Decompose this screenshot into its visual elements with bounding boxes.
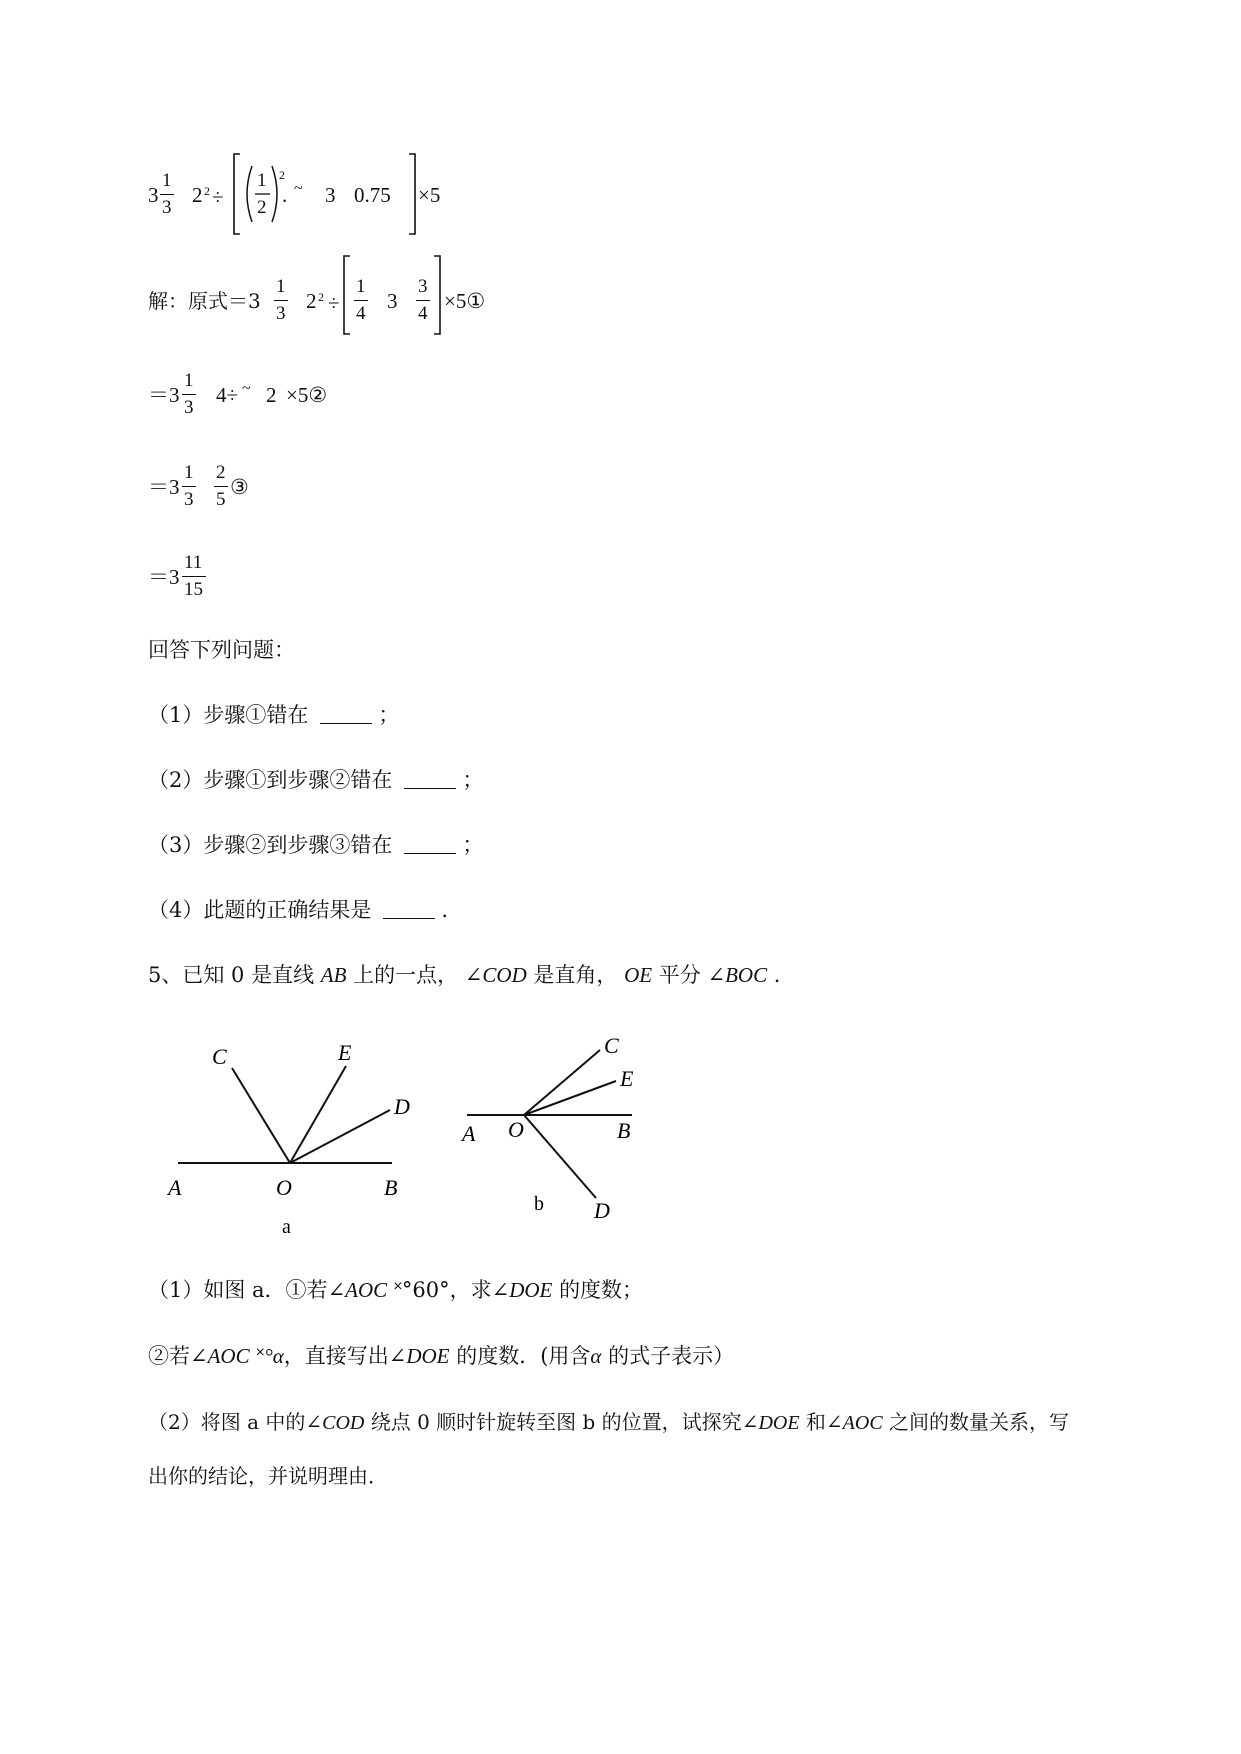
times-five-step2: ×5② bbox=[286, 383, 328, 407]
question-1: （1）步骤①错在 ； bbox=[148, 703, 400, 727]
numerator: 1 bbox=[184, 370, 194, 391]
divide-sign: ÷ bbox=[212, 185, 224, 209]
step3-mark: ③ bbox=[230, 475, 249, 499]
denominator-15: 15 bbox=[184, 579, 203, 600]
fraction-bar bbox=[416, 300, 430, 301]
question-2: （2）步骤①到步骤②错在 ； bbox=[148, 768, 484, 792]
answer-blank-4[interactable] bbox=[383, 898, 435, 919]
denominator-4b: 4 bbox=[418, 303, 428, 324]
decimal: 0.75 bbox=[354, 183, 391, 207]
three: 3 bbox=[387, 289, 398, 313]
solution-prefix: 解：原式＝3 bbox=[148, 289, 261, 313]
fraction-bar bbox=[182, 486, 196, 487]
numerator: 1 bbox=[184, 462, 194, 483]
figure-a bbox=[166, 1040, 410, 1238]
answer-blank-3[interactable] bbox=[404, 833, 456, 854]
angle-cod: ∠COD bbox=[305, 1412, 365, 1434]
exponent: 2 bbox=[204, 184, 210, 198]
label-e: E bbox=[620, 1066, 634, 1091]
denominator-half: 2 bbox=[257, 197, 267, 218]
label-d: D bbox=[594, 1198, 610, 1223]
caption-b: b bbox=[534, 1193, 544, 1215]
label-o: O bbox=[276, 1175, 292, 1200]
label-d: D bbox=[394, 1094, 410, 1119]
numerator-11: 11 bbox=[184, 552, 203, 573]
denominator-5: 5 bbox=[216, 489, 226, 510]
equals-three: ＝3 bbox=[148, 565, 180, 589]
angle-doe: ∠DOE bbox=[491, 1278, 553, 1302]
label-a: A bbox=[462, 1121, 476, 1146]
numerator-half: 1 bbox=[257, 170, 267, 191]
base-two: 2 bbox=[192, 183, 203, 207]
times-five: ×5 bbox=[418, 183, 441, 207]
fraction-bar bbox=[182, 394, 196, 395]
exponent: 2 bbox=[318, 290, 324, 304]
divide-sign: ÷ bbox=[328, 291, 340, 315]
angle-aoc: ∠AOC bbox=[327, 1278, 388, 1302]
answer-blank-2[interactable] bbox=[404, 768, 456, 789]
alpha-symbol: α bbox=[590, 1344, 602, 1368]
denominator-4: 4 bbox=[356, 303, 366, 324]
line-ab: AB bbox=[320, 963, 347, 987]
angle-doe: ∠DOE bbox=[741, 1412, 800, 1434]
label-b: B bbox=[617, 1118, 631, 1143]
subquestion-1-part-2: ②若∠AOC ˟°α，直接写出∠DOE 的度数．(用含α 的式子表示） bbox=[148, 1344, 735, 1368]
angle-doe: ∠DOE bbox=[388, 1344, 450, 1368]
base-two: 2 bbox=[306, 289, 317, 313]
denominator: 3 bbox=[184, 397, 194, 418]
geometry-figures bbox=[0, 1020, 1241, 1250]
angle-boc: ∠BOC bbox=[707, 963, 768, 987]
question-4: （4）此题的正确结果是 . bbox=[148, 898, 449, 922]
angle-aoc: ∠AOC bbox=[825, 1412, 883, 1434]
exponent-2: 2 bbox=[279, 168, 285, 182]
tilde-mark: ~ bbox=[242, 380, 251, 397]
figure-b bbox=[460, 1033, 634, 1223]
bracket-lines bbox=[0, 0, 1241, 360]
angle-cod: ∠COD bbox=[464, 963, 527, 987]
fraction-bar bbox=[214, 486, 228, 487]
tilde-mark: ~ bbox=[294, 180, 303, 197]
equals-three: ＝3 bbox=[148, 383, 180, 407]
three: 3 bbox=[325, 183, 336, 207]
label-e: E bbox=[338, 1040, 352, 1065]
subquestion-2-line-2: 出你的结论，并说明理由． bbox=[148, 1464, 388, 1488]
numerator: 1 bbox=[162, 170, 172, 191]
two: 2 bbox=[266, 383, 277, 407]
numerator-3: 3 bbox=[418, 276, 428, 297]
denominator: 3 bbox=[184, 489, 194, 510]
subquestion-2: （2）将图 a 中的∠COD 绕点 0 顺时针旋转至图 b 的位置，试探究∠DOE 和∠AOC 之间的数量关系，写 bbox=[148, 1410, 1070, 1434]
angle-aoc: ∠AOC bbox=[190, 1344, 250, 1368]
numerator-2: 2 bbox=[216, 462, 226, 483]
mixed-int: 3 bbox=[148, 183, 159, 207]
label-a: A bbox=[168, 1175, 182, 1200]
label-c: C bbox=[604, 1033, 619, 1058]
problem-5-statement: 5、已知 0 是直线 AB 上的一点， ∠COD 是直角， OE 平分 ∠BOC . bbox=[148, 963, 781, 987]
label-c: C bbox=[212, 1044, 227, 1069]
answer-blank-1[interactable] bbox=[320, 703, 372, 724]
ray-oe: OE bbox=[624, 963, 653, 987]
dot-mark: . bbox=[282, 183, 288, 207]
fraction-bar bbox=[182, 576, 206, 577]
equals-three: ＝3 bbox=[148, 475, 180, 499]
four-divide: 4÷ bbox=[216, 383, 239, 407]
denominator: 3 bbox=[162, 197, 172, 218]
caption-a: a bbox=[282, 1216, 291, 1238]
answer-intro: 回答下列问题： bbox=[148, 638, 295, 662]
denominator: 3 bbox=[276, 303, 286, 324]
fraction-bar bbox=[354, 300, 368, 301]
numerator-1: 1 bbox=[356, 276, 366, 297]
question-3: （3）步骤②到步骤③错在 ； bbox=[148, 833, 484, 857]
subquestion-1: （1）如图 a．①若∠AOC ˟°60°，求∠DOE 的度数； bbox=[148, 1278, 644, 1302]
times-five-step1: ×5① bbox=[444, 289, 486, 313]
label-b: B bbox=[384, 1175, 398, 1200]
label-o: O bbox=[508, 1117, 524, 1142]
numerator: 1 bbox=[276, 276, 286, 297]
